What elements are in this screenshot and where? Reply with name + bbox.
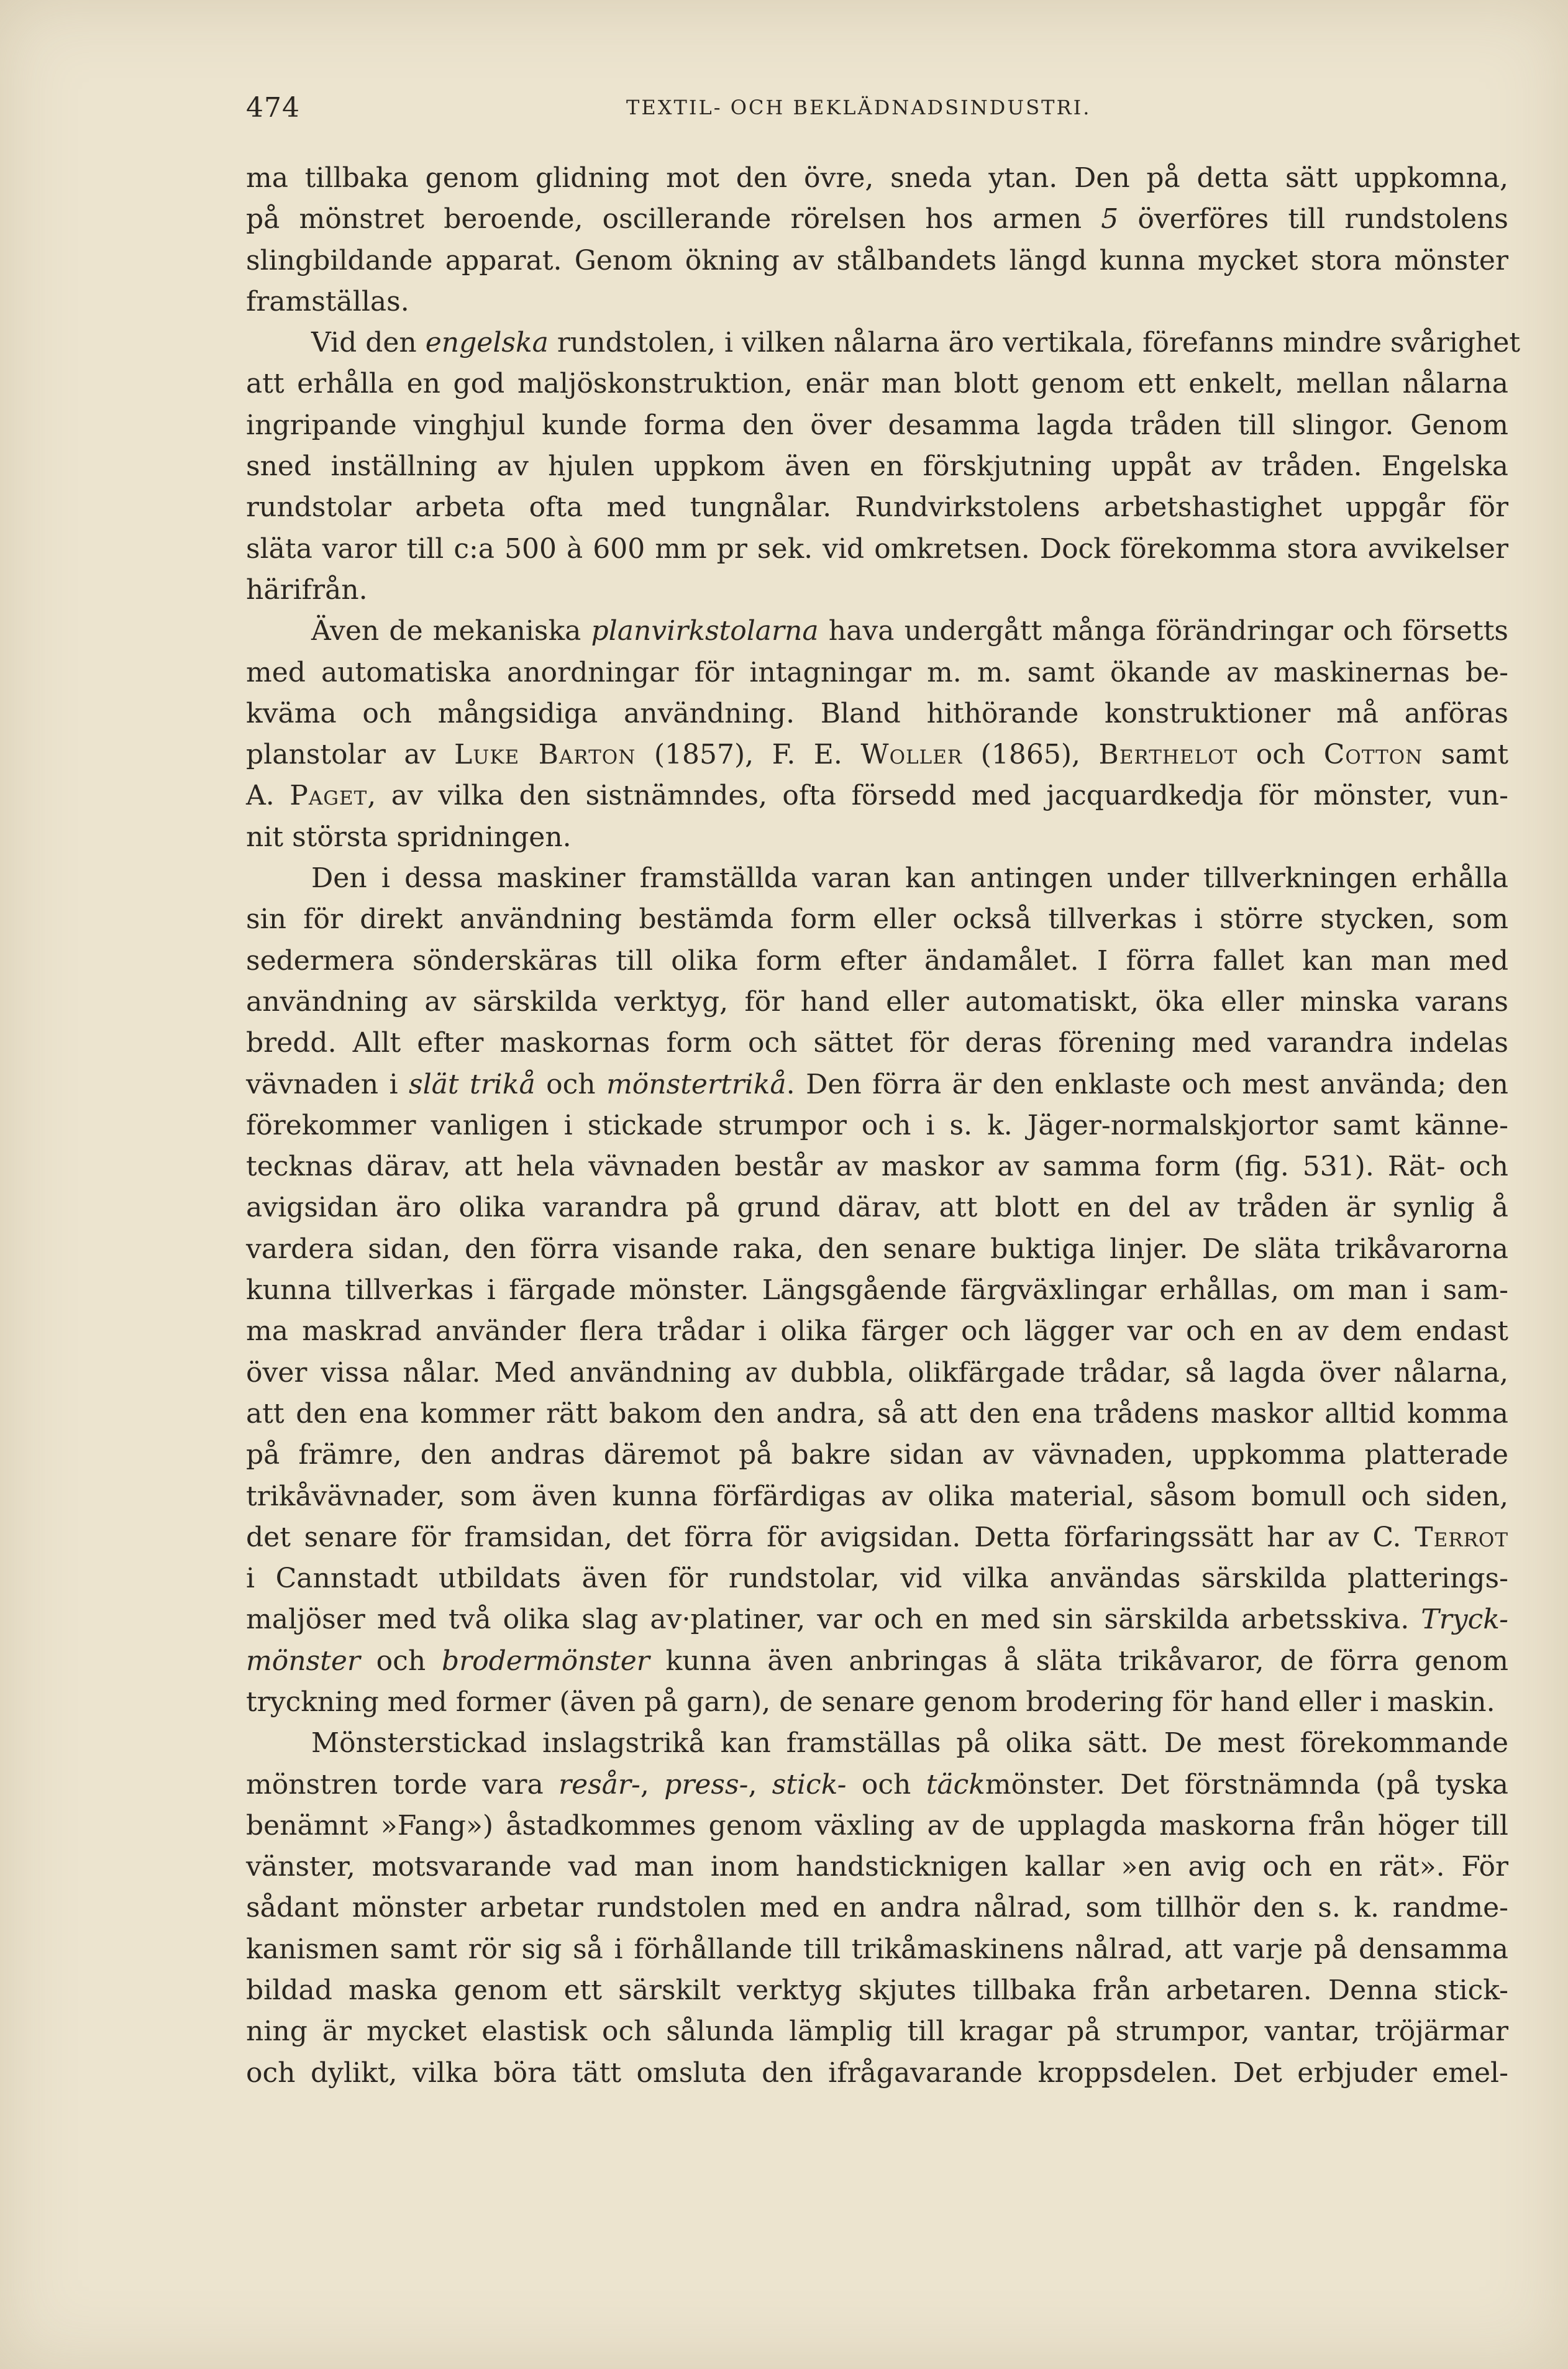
person-name: Luke Barton [454,739,636,771]
text-line [246,1558,1508,1599]
text-run: härifrån. [246,573,368,606]
text-run: Den i dessa maskiner framställda varan kan antingen under tillverkningen erhålla [311,862,1508,895]
text-line [246,2011,1508,2052]
text-line [246,941,1508,982]
text-run: i Cannstadt utbildats även för rundstolar, vid vilka användas särskilda platterings- [246,1563,1508,1595]
italic-term: täck [926,1768,985,1801]
text-run: och [535,1068,607,1100]
text-line [246,899,1508,940]
person-name: Cotton [1323,739,1423,771]
text-line [246,363,1508,404]
italic-term: brodermönster [441,1645,650,1677]
italic-term: planvirkstolarna [591,615,819,647]
text-run: och [846,1768,926,1801]
text-line [246,1353,1508,1394]
text-line [246,1599,1508,1640]
text-run: att den ena kommer rätt bakom den andra, så att den ena trådens maskor alltid komma [246,1397,1508,1430]
text-run: , [748,1768,772,1801]
text-line [246,1146,1508,1187]
text-run: planstolar av [246,739,454,771]
text-line [246,1311,1508,1352]
text-run: överföres till rundstolens [1118,203,1508,235]
text-line [246,1641,1508,1682]
text-line [246,1682,1508,1723]
text-run: (1857), F. E. [636,739,861,771]
text-run: och [1238,739,1324,771]
text-line [246,775,1508,816]
italic-term: 5 [1101,203,1119,235]
text-line [246,1517,1508,1558]
page-number: 474 [246,92,300,124]
text-run: nit största spridningen. [246,821,572,853]
text-line [246,734,1508,775]
text-run: över vissa nålar. Med användning av dubbla, olikfärgade trådar, så lagda över nålarna, [246,1356,1508,1389]
italic-term: slät trikå [409,1068,536,1100]
text-line [246,158,1508,199]
text-run: vävnaden i [246,1068,409,1100]
italic-term: mönstertrikå [606,1068,786,1100]
text-run: avigsidan äro olika varandra på grund därav, att blott en del av tråden är synlig å [246,1192,1508,1224]
text-run: kunna även anbringas å släta trikåvaror, de förra genom [649,1645,1508,1677]
text-line [246,693,1508,734]
text-line [246,1187,1508,1228]
text-run: användning av särskilda verktyg, för hand eller automatiskt, öka eller minska varans [246,985,1508,1018]
text-line [246,817,1508,858]
text-run: Även de mekaniska [311,615,591,647]
text-line [246,281,1508,322]
text-line [246,1270,1508,1311]
text-line [246,611,1508,652]
text-run: maljöser med två olika slag av·platiner, var och en med sin särskilda arbetsskiva. [246,1604,1421,1636]
text-run: kunna tillverkas i färgade mönster. Längsgående färgväxlingar erhållas, om man i sam- [246,1274,1508,1307]
text-run: ma tillbaka genom glidning mot den övre, sneda ytan. Den på detta sätt uppkomna, [246,162,1508,194]
text-run: (1865), [962,739,1099,771]
text-run: det senare för framsidan, det förra för avigsidan. Detta förfaringssätt har av C. [246,1521,1415,1553]
text-line [246,1476,1508,1517]
italic-term: resår- [558,1768,640,1801]
text-line [246,446,1508,487]
text-run: sedermera sönderskäras till olika form efter ändamålet. I förra fallet kan man med [246,944,1508,977]
text-run: mönstren torde vara [246,1768,559,1801]
text-run: , [640,1768,665,1801]
text-line [246,1105,1508,1146]
text-line [246,529,1508,570]
text-run: tryckning med former (även på garn), de senare genom brodering för hand eller i maskin. [246,1686,1495,1718]
page-header [246,92,1510,135]
text-line [246,1970,1508,2011]
text-run: rundstolar arbeta ofta med tungnålar. Rundvirkstolens arbetshastighet uppgår för [246,491,1508,524]
italic-term: engelska [425,327,549,359]
text-run: sådant mönster arbetar rundstolen med en andra nålrad, som tillhör den s. k. randme- [246,1892,1508,1924]
text-line [246,858,1508,899]
text-run: vardera sidan, den förra visande raka, den senare buktiga linjer. De släta trikåvarorna [246,1233,1508,1265]
italic-term: stick- [772,1768,847,1801]
text-run: kanismen samt rör sig så i förhållande till trikåmaskinens nålrad, att varje på densamma [246,1933,1508,1965]
text-run: på främre, den andras däremot på bakre sidan av vävnaden, uppkomma platterade [246,1439,1508,1471]
text-run: mönster. Det förstnämnda (på tyska [985,1768,1508,1801]
text-line [246,322,1521,363]
body-text [246,158,1521,2094]
text-run: och [360,1645,442,1677]
text-line [246,1887,1508,1929]
text-line [246,1023,1508,1064]
text-run: bildad maska genom ett särskilt verktyg skjutes tillbaka från arbetaren. Denna stick- [246,1974,1508,2007]
text-line [246,1846,1508,1887]
person-name: Woller [860,739,963,771]
italic-term: press- [664,1768,749,1801]
text-run: ma maskrad använder flera trådar i olika färger och lägger var och en av dem endast [246,1315,1508,1348]
text-line [246,1229,1508,1270]
text-line [246,487,1508,528]
text-line [246,1764,1508,1805]
text-run: samt [1423,739,1509,771]
text-run: , av vilka den sistnämndes, ofta försedd med jacquardkedja för mönster, vun- [367,780,1509,812]
text-run: rundstolen, i vilken nålarna äro vertikala, förefanns mindre svårighet [548,327,1521,359]
person-name: Terrot [1415,1521,1508,1553]
text-line [246,982,1508,1023]
text-line [246,199,1508,240]
text-line [246,1064,1508,1105]
text-line [246,240,1508,281]
text-run: framställas. [246,285,409,317]
text-run: med automatiska anordningar för intagningar m. m. samt ökande av maskinernas be- [246,656,1508,688]
text-run: sned inställning av hjulen uppkom även en förskjutning uppåt av tråden. Engelska [246,450,1508,483]
text-run: släta varor till c:a 500 à 600 mm pr sek. vid omkretsen. Dock förekomma stora avvikelser [246,532,1508,565]
running-head: TEXTIL- OCH BEKLÄDNADSINDUSTRI. [626,96,1092,119]
text-line [246,1805,1508,1846]
text-run: ning är mycket elastisk och sålunda lämplig till kragar på strumpor, vantar, tröjärmar [246,2015,1508,2048]
text-line [246,1723,1508,1764]
italic-term: Tryck- [1421,1604,1508,1636]
text-run: trikåvävnader, som även kunna förfärdigas av olika material, såsom bomull och siden, [246,1480,1508,1512]
text-line [246,1394,1508,1435]
text-line [246,405,1508,446]
text-run: förekommer vanligen i stickade strumpor och i s. k. Jäger-normalskjortor samt känne- [246,1109,1508,1141]
italic-term: mönster [246,1645,360,1677]
text-line [246,570,1508,611]
text-run: kväma och mångsidiga användning. Bland hithörande konstruktioner må anföras [246,697,1508,729]
text-run: Mönsterstickad inslagstrikå kan framställas på olika sätt. De mest förekommande [311,1727,1508,1760]
text-run: bredd. Allt efter maskornas form och sättet för deras förening med varandra indelas [246,1027,1508,1059]
text-run: att erhålla en god maljöskonstruktion, enär man blott genom ett enkelt, mellan nålarna [246,368,1508,400]
text-run: ingripande vinghjul kunde forma den över desamma lagda tråden till slingor. Genom [246,409,1508,441]
text-run: benämnt »Fang») åstadkommes genom växling av de upplagda maskorna från höger till [246,1809,1508,1842]
text-run: och dylikt, vilka böra tätt omsluta den ifrågavarande kroppsdelen. Det erbjuder emel- [246,2056,1508,2089]
text-run: tecknas därav, att hela vävnaden består av maskor av samma form (fig. 531). Rät- och [246,1151,1508,1183]
text-run: . Den förra är den enklaste och mest använda; den [786,1068,1509,1100]
text-run: hava undergått många förändringar och försetts [818,615,1508,647]
text-run: Vid den [311,327,426,359]
person-name: Paget [289,780,368,812]
text-run: A. [246,780,290,812]
text-run: vänster, motsvarande vad man inom handsticknigen kallar »en avig och en rät». För [246,1851,1508,1883]
text-line [246,1435,1508,1476]
text-run: slingbildande apparat. Genom ökning av stålbandets längd kunna mycket stora mönster [246,244,1508,276]
text-line [246,1929,1508,1970]
text-line [246,2053,1508,2094]
person-name: Berthelot [1098,739,1238,771]
text-run: på mönstret beroende, oscillerande rörelsen hos armen [246,203,1101,235]
text-line [246,652,1508,693]
text-run: sin för direkt användning bestämda form eller också tillverkas i större stycken, som [246,903,1508,936]
